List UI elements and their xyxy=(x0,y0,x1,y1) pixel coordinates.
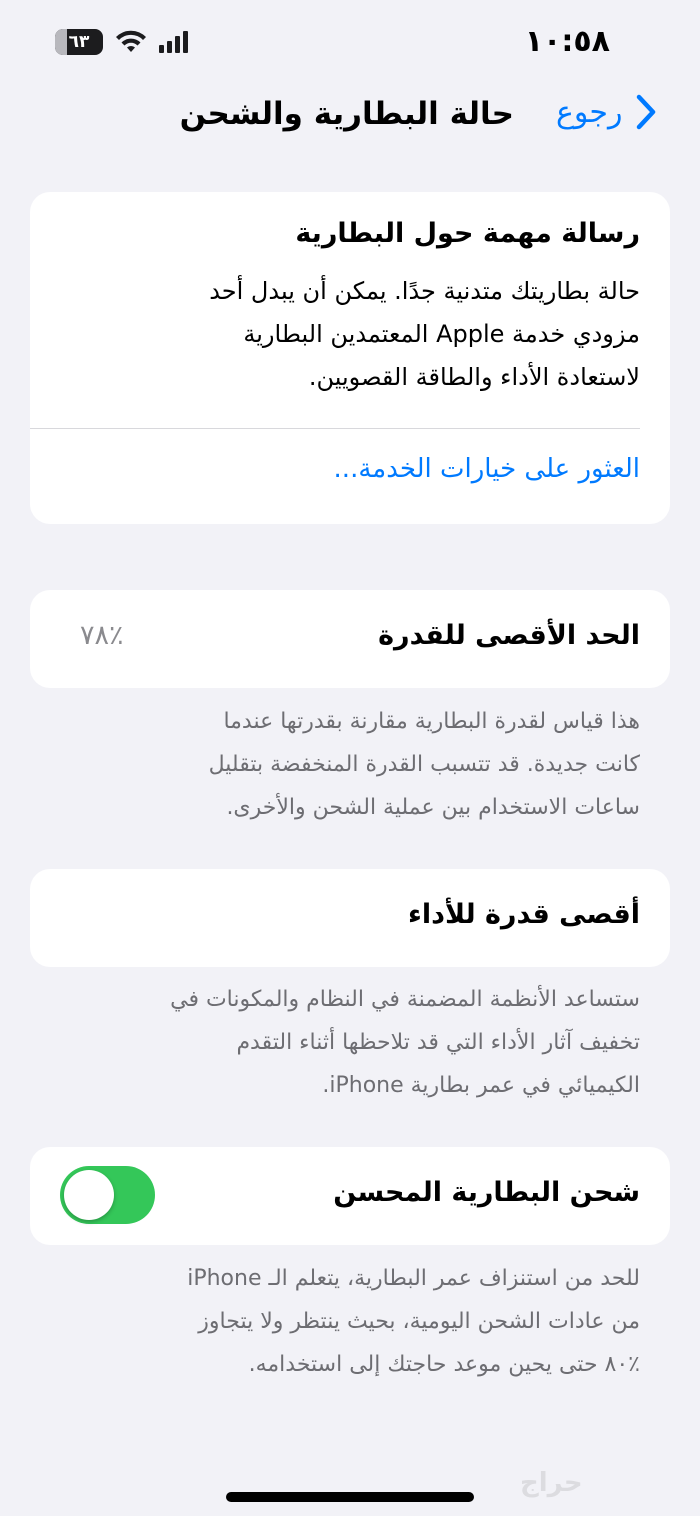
peak-performance-row xyxy=(30,869,670,967)
alert-title: رسالة مهمة حول البطارية xyxy=(295,218,640,249)
max-capacity-value: ٪٧٨ xyxy=(80,620,124,651)
find-service-options-link[interactable]: العثور على خيارات الخدمة... xyxy=(333,454,640,484)
home-indicator[interactable] xyxy=(226,1492,474,1502)
footnote-line: ٪٨٠ حتى يحين موعد حاجتك إلى استخدامه. xyxy=(248,1352,640,1377)
status-time: ١٠:٥٨ xyxy=(524,24,610,59)
footnote-line: ساعات الاستخدام بين عملية الشحن والأخرى. xyxy=(226,795,640,820)
footnote-line: الكيميائي في عمر بطارية iPhone. xyxy=(322,1073,640,1098)
footnote-line: تخفيف آثار الأداء التي قد تلاحظها أثناء التقدم xyxy=(236,1030,640,1055)
footnote-line: من عادات الشحن اليومية، بحيث ينتظر ولا يتجاوز xyxy=(198,1309,640,1334)
wifi-icon xyxy=(115,30,147,54)
footnote-line: كانت جديدة. قد تتسبب القدرة المنخفضة بتقليل xyxy=(208,752,640,777)
back-label: رجوع xyxy=(556,94,623,130)
optimized-charging-toggle[interactable] xyxy=(60,1166,155,1224)
chevron-right-icon xyxy=(636,94,656,130)
alert-body-line: لاستعادة الأداء والطاقة القصويين. xyxy=(308,363,640,391)
footnote-line: للحد من استنزاف عمر البطارية، يتعلم الـ iPhone xyxy=(187,1266,640,1291)
optimized-charging-footnote xyxy=(50,1257,640,1386)
divider xyxy=(30,428,640,429)
max-capacity-footnote xyxy=(50,700,640,829)
alert-body-line: مزودي خدمة Apple المعتمدين البطارية xyxy=(243,320,640,348)
footnote-line: هذا قياس لقدرة البطارية مقارنة بقدرتها عندما xyxy=(223,709,640,734)
battery-icon xyxy=(55,29,103,55)
peak-performance-footnote xyxy=(50,978,640,1107)
watermark: حراج xyxy=(520,1468,583,1498)
toggle-knob xyxy=(64,1170,114,1220)
back-button[interactable] xyxy=(556,94,656,130)
status-bar xyxy=(0,0,700,80)
signal-icon xyxy=(159,31,189,53)
battery-alert-card xyxy=(30,192,670,524)
alert-body-line: حالة بطاريتك متدنية جدًا. يمكن أن يبدل أحد xyxy=(209,277,640,305)
optimized-charging-row xyxy=(30,1147,670,1245)
battery-percent: ٦٣ xyxy=(68,32,90,52)
footnote-line: ستساعد الأنظمة المضمنة في النظام والمكونات في xyxy=(170,987,640,1012)
nav-bar xyxy=(0,80,700,160)
alert-body xyxy=(60,270,640,399)
status-icons xyxy=(55,27,189,57)
max-capacity-row xyxy=(30,590,670,688)
max-capacity-label: الحد الأقصى للقدرة xyxy=(378,620,640,651)
page-title: حالة البطارية والشحن xyxy=(179,96,514,132)
peak-performance-label: أقصى قدرة للأداء xyxy=(408,899,640,930)
optimized-charging-label: شحن البطارية المحسن xyxy=(333,1177,640,1208)
